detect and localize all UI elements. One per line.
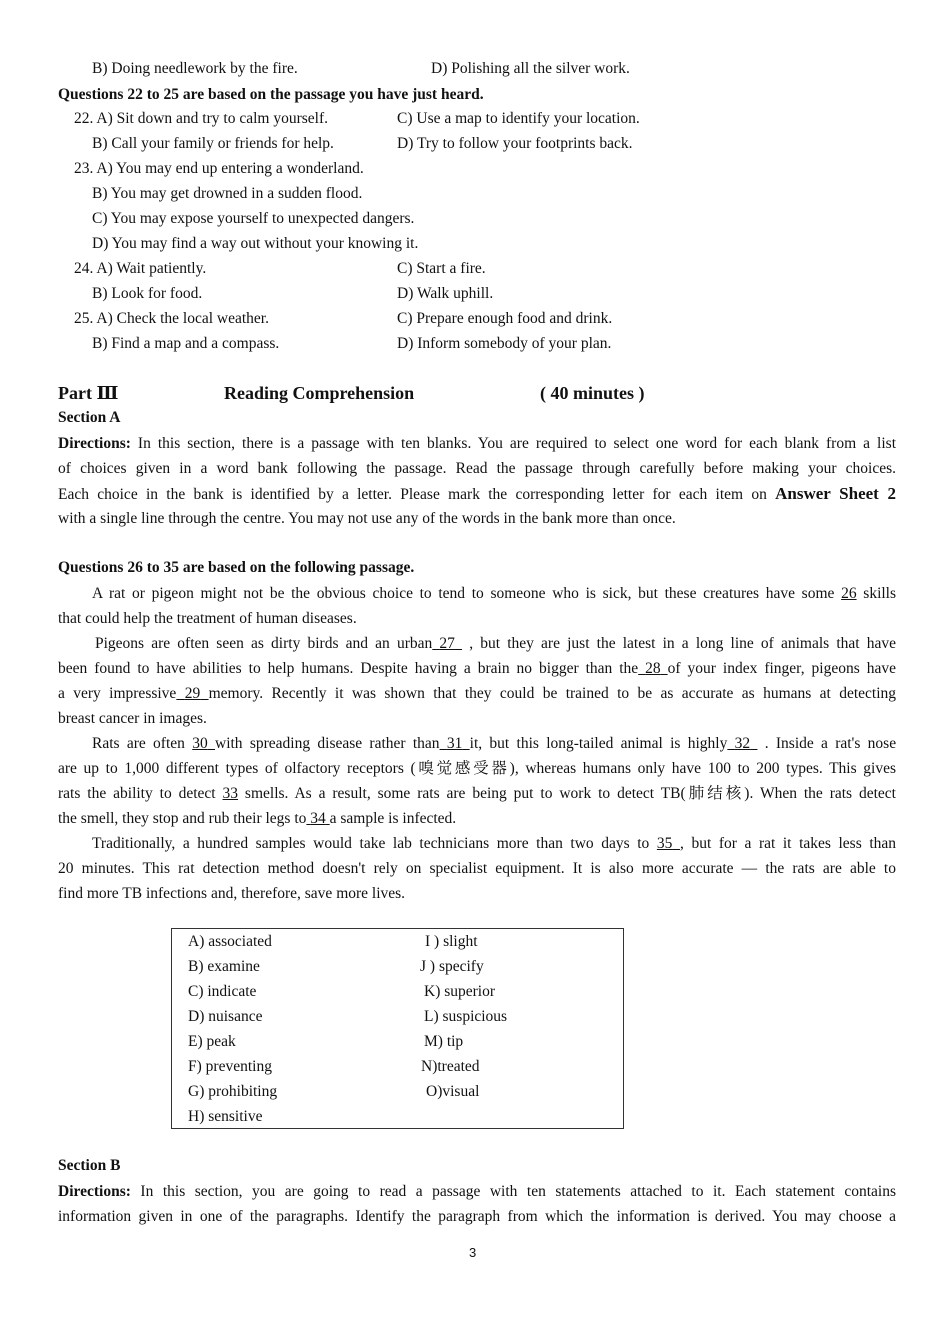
blank-34: [306, 810, 329, 827]
blank-34-num: 34: [310, 810, 326, 827]
part-time: ( 40 minutes ): [540, 383, 645, 403]
word-bank-left-7: H) sensitive: [188, 1108, 263, 1125]
directions-b-line-1: [58, 1182, 896, 1202]
p4-text-b: , but for a rat it takes less than: [679, 835, 897, 852]
word-bank-right-0: I ) slight: [425, 933, 478, 950]
word-bank-right-5: N)treated: [421, 1058, 480, 1075]
word-bank-left-6: G) prohibiting: [188, 1083, 278, 1100]
word-bank-left-2: C) indicate: [188, 983, 257, 1000]
q25-option-c: C) Prepare enough food and drink.: [397, 310, 613, 327]
q25-option-a: 25. A) Check the local weather.: [74, 310, 269, 327]
directions-line-2: of choices given in a word bank following the passage. Read the passage through carefully before making your choices.: [58, 460, 896, 477]
q24-option-a: 24. A) Wait patiently.: [74, 260, 207, 277]
p4-line-2: 20 minutes. This rat detection method doesn't rely on specialist equipment. It is also more accurate — the rats are able to: [58, 860, 896, 877]
directions-text-3: Each choice in the bank is identified by a letter. Please mark the corresponding letter for each item on: [58, 486, 767, 503]
q23-option-a: 23. A) You may end up entering a wonderland.: [74, 160, 364, 177]
p4-line-3: find more TB infections and, therefore, save more lives.: [58, 885, 406, 902]
p2-text-f: memory. Recently it was shown that they could be trained to be as accurate as humans at detecting: [208, 685, 897, 702]
blank-32-num: 32: [734, 735, 751, 752]
option-21b: B) Doing needlework by the fire.: [92, 60, 298, 77]
word-bank-left-3: D) nuisance: [188, 1008, 263, 1025]
q22-option-b: B) Call your family or friends for help.: [92, 135, 334, 152]
p3-line-1: [92, 734, 896, 754]
option-21d: D) Polishing all the silver work.: [431, 60, 630, 77]
p3-text-d: . Inside a rat's nose: [764, 735, 897, 752]
directions-line-3: [58, 484, 896, 505]
word-bank-left-5: F) preventing: [188, 1058, 272, 1075]
q23-option-b: B) You may get drowned in a sudden flood.: [92, 185, 363, 202]
p1-text-b: skills: [863, 585, 897, 602]
q25-option-d: D) Inform somebody of your plan.: [397, 335, 612, 352]
blank-28: [638, 660, 667, 677]
q23-option-d: D) You may find a way out without your knowing it.: [92, 235, 419, 252]
q24-option-b: B) Look for food.: [92, 285, 203, 302]
blank-27: [432, 635, 462, 652]
q25-option-b: B) Find a map and a compass.: [92, 335, 280, 352]
blank-31: [440, 735, 470, 752]
part-label: Part Ⅲ: [58, 383, 119, 403]
p2-text-d: of your index finger, pigeons have: [667, 660, 897, 677]
word-bank-right-1: J ) specify: [420, 958, 484, 975]
blank-31-num: 31: [446, 735, 463, 752]
p2-line-2: [58, 659, 896, 679]
p3-line-3: [58, 784, 896, 804]
blank-32: [727, 735, 757, 752]
p3-text-h: a sample is infected.: [329, 810, 457, 827]
p1-line-1: [92, 584, 896, 604]
p1-text-a: A rat or pigeon might not be the obvious choice to tend to someone who is sick, but these creatures have some: [92, 585, 835, 602]
directions-text-1: In this section, there is a passage with ten blanks. You are required to select one word for each blank from a list: [137, 435, 896, 452]
directions-label: Directions:: [58, 435, 131, 452]
p3-text-a: Rats are often: [92, 735, 185, 752]
p4-text-a: Traditionally, a hundred samples would take lab technicians more than two days to: [92, 835, 650, 852]
word-bank-right-3: L) suspicious: [424, 1008, 508, 1025]
p3-line-4: [58, 809, 456, 829]
answer-sheet-label: Answer Sheet 2: [775, 484, 896, 503]
p2-line-1: [95, 634, 896, 654]
word-bank-right-2: K) superior: [424, 983, 496, 1000]
p1-line-2: that could help the treatment of human diseases.: [58, 610, 357, 627]
blank-29-num: 29: [184, 685, 201, 702]
p2-line-4: breast cancer in images.: [58, 710, 207, 727]
directions-line-1: [58, 434, 896, 454]
p4-line-1: [92, 834, 896, 854]
blank-35-num: 35: [656, 835, 673, 852]
word-bank-left-1: B) examine: [188, 958, 260, 975]
page-number: 3: [469, 1245, 477, 1260]
directions-line-4: with a single line through the centre. You may not use any of the words in the bank more than once.: [58, 510, 676, 527]
blank-29: [176, 685, 208, 702]
directions-b-text-1: In this section, you are going to read a passage with ten statements attached to it. Each statement contains: [140, 1183, 897, 1200]
blank-33: 33: [222, 785, 239, 802]
word-bank-left-4: E) peak: [188, 1033, 236, 1050]
q23-option-c: C) You may expose yourself to unexpected dangers.: [92, 210, 415, 227]
p2-text-e: a very impressive: [58, 685, 177, 702]
p3-text-e: rats the ability to detect: [58, 785, 216, 802]
directions-b-label: Directions:: [58, 1183, 131, 1200]
word-bank-right-4: M) tip: [424, 1033, 464, 1050]
q22-option-d: D) Try to follow your footprints back.: [397, 135, 633, 152]
p3-text-g: the smell, they stop and rub their legs to: [58, 810, 307, 827]
blank-30: [192, 735, 215, 752]
word-bank-right-6: O)visual: [426, 1083, 480, 1100]
passage-heading: Questions 26 to 35 are based on the following passage.: [58, 559, 415, 576]
q24-option-c: C) Start a fire.: [397, 260, 486, 277]
q22-25-heading: Questions 22 to 25 are based on the passage you have just heard.: [58, 86, 484, 103]
p2-text-b: , but they are just the latest in a long line of animals that have: [469, 635, 897, 652]
blank-35: [657, 835, 680, 852]
p2-text-a: Pigeons are often seen as dirty birds and an urban: [95, 635, 433, 652]
q24-option-d: D) Walk uphill.: [397, 285, 494, 302]
blank-27-num: 27: [439, 635, 455, 652]
p3-line-2: are up to 1,000 different types of olfactory receptors (嗅觉感受器), whereas humans only have 100 to 200 types. This gives: [58, 760, 896, 777]
part-title: Reading Comprehension: [224, 383, 415, 403]
directions-b-line-2: information given in one of the paragraphs. Identify the paragraph from which the information is derived. You may choose a: [58, 1208, 896, 1225]
section-b-heading: Section B: [58, 1157, 121, 1174]
p2-text-c: been found to have abilities to help humans. Despite having a brain no bigger than the: [58, 660, 639, 677]
blank-26: 26: [841, 585, 857, 602]
p3-text-c: it, but this long-tailed animal is highly: [469, 735, 728, 752]
blank-30-num: 30: [192, 735, 208, 752]
q22-option-a: 22. A) Sit down and try to calm yourself.: [74, 110, 328, 127]
p3-text-b: with spreading disease rather than: [215, 735, 440, 752]
blank-28-num: 28: [645, 660, 661, 677]
p2-line-3: [58, 684, 896, 704]
section-a-heading: Section A: [58, 409, 121, 426]
word-bank-left-0: A) associated: [188, 933, 272, 950]
p3-text-f: smells. As a result, some rats are being put to work to detect TB(肺结核). When the rats detect: [244, 785, 896, 802]
q22-option-c: C) Use a map to identify your location.: [397, 110, 640, 127]
